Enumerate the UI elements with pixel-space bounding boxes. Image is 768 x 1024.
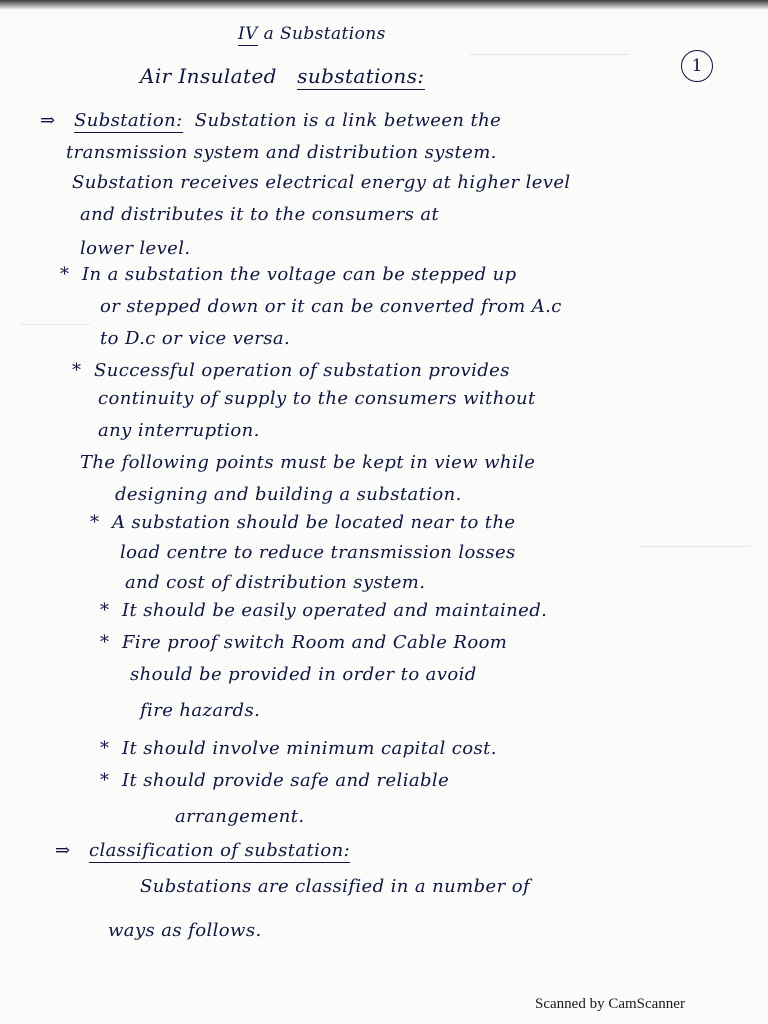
line-text: It should provide safe and reliable xyxy=(122,770,450,791)
line-11: any interruption. xyxy=(98,420,260,441)
line-14 xyxy=(90,512,515,533)
subheading: classification of substation: xyxy=(89,840,351,861)
line-text: Substation is a link between the xyxy=(194,110,502,131)
line-20: fire hazards. xyxy=(140,700,261,721)
scanner-watermark: Scanned by CamScanner xyxy=(535,996,685,1012)
line-2: transmission system and distribution system. xyxy=(66,142,497,163)
line-12: The following points must be kept in view while xyxy=(80,452,536,473)
heading-part-b: substations: xyxy=(297,64,425,88)
line-9 xyxy=(72,360,510,381)
bullet-icon: * xyxy=(60,264,70,285)
bullet-icon: * xyxy=(100,738,110,759)
line-8: to D.c or vice versa. xyxy=(100,328,291,349)
line-text: It should involve minimum capital cost. xyxy=(122,738,497,759)
line-4: and distributes it to the consumers at xyxy=(80,204,440,225)
line-22 xyxy=(100,770,449,791)
line-21 xyxy=(100,738,497,759)
line-7: or stepped down or it can be converted from A.c xyxy=(100,296,562,317)
bullet-icon: * xyxy=(90,512,100,533)
bleed-through xyxy=(640,540,750,547)
line-15: load centre to reduce transmission losses xyxy=(120,542,516,563)
line-23: arrangement. xyxy=(175,806,305,827)
line-text: It should be easily operated and maintained. xyxy=(122,600,548,621)
line-text: Successful operation of substation provides xyxy=(94,360,510,381)
bullet-icon: * xyxy=(100,632,110,653)
line-5: lower level. xyxy=(80,238,191,259)
line-text: Fire proof switch Room and Cable Room xyxy=(122,632,508,653)
page-number: 1 xyxy=(681,50,713,82)
line-text: In a substation the voltage can be stepped up xyxy=(82,264,517,285)
unit-title: a Substations xyxy=(263,24,386,44)
section-heading xyxy=(140,64,425,88)
line-10: continuity of supply to the consumers without xyxy=(98,388,536,409)
line-6 xyxy=(60,264,517,285)
line-16: and cost of distribution system. xyxy=(125,572,426,593)
line-26: ways as follows. xyxy=(108,920,262,941)
line-3: Substation receives electrical energy at higher level xyxy=(72,172,571,193)
line-1 xyxy=(40,110,501,131)
term-label: Substation: xyxy=(74,110,183,131)
line-19: should be provided in order to avoid xyxy=(130,664,477,685)
line-17 xyxy=(100,600,547,621)
bullet-icon: * xyxy=(100,600,110,621)
line-18 xyxy=(100,632,507,653)
bullet-icon: * xyxy=(100,770,110,791)
document-title xyxy=(238,24,386,44)
line-13: designing and building a substation. xyxy=(115,484,462,505)
bleed-through xyxy=(20,318,90,325)
arrow-icon: ⇒ xyxy=(55,840,71,861)
unit-number: IV xyxy=(238,24,258,44)
arrow-icon: ⇒ xyxy=(40,110,56,131)
scan-edge xyxy=(0,0,768,10)
line-25: Substations are classified in a number of xyxy=(140,876,531,897)
line-text: A substation should be located near to the xyxy=(112,512,516,533)
heading-part-a: Air Insulated xyxy=(140,64,277,88)
bullet-icon: * xyxy=(72,360,82,381)
bleed-through xyxy=(470,46,630,55)
line-24 xyxy=(55,840,350,861)
